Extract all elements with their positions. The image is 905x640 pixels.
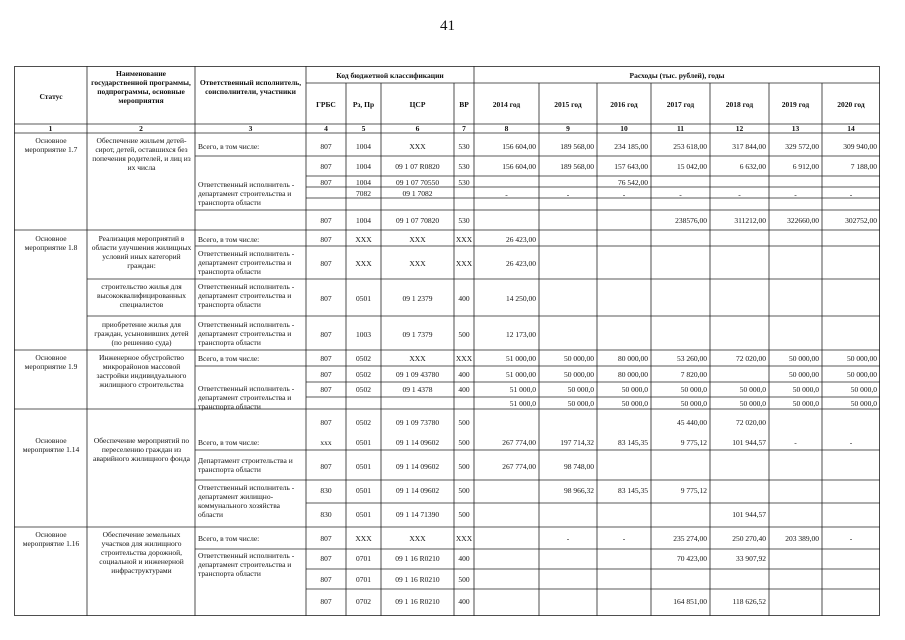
csr-cell: 09 1 14 09602	[395, 438, 440, 447]
grbs-cell: 807	[320, 162, 332, 171]
grbs-cell: 807	[320, 142, 332, 151]
rzpr-cell: 0501	[356, 438, 371, 447]
value-cell: 50 000,00	[847, 370, 877, 379]
value-cell: 33 907,92	[736, 554, 766, 563]
vr-cell: 530	[458, 178, 470, 187]
value-cell: 80 000,00	[618, 354, 648, 363]
value-cell: 189 568,00	[560, 162, 594, 171]
value-cell: 156 604,00	[502, 142, 536, 151]
value-cell: 118 626,52	[732, 597, 766, 606]
value-cell: 101 944,57	[732, 510, 766, 519]
grbs-cell: 807	[320, 385, 332, 394]
rzpr-cell: 0502	[356, 385, 371, 394]
col-number: 13	[791, 124, 800, 133]
rzpr-cell: 1004	[356, 142, 371, 151]
value-cell: 238576,00	[675, 216, 707, 225]
rzpr-cell: 0702	[356, 597, 371, 606]
value-cell: -	[849, 438, 853, 447]
vr-cell: 530	[458, 216, 470, 225]
col-number: 6	[415, 124, 420, 133]
rzpr-cell: 0501	[356, 462, 371, 471]
value-cell: 7 188,00	[850, 162, 877, 171]
value-cell: 50 000,0	[680, 399, 707, 408]
grbs-cell: 830	[320, 510, 332, 519]
value-cell: -	[622, 190, 626, 199]
value-cell: 12 173,00	[506, 330, 536, 339]
value-cell: 157 643,00	[614, 162, 648, 171]
header-year: 2015 год	[554, 100, 582, 109]
csr-cell: 09 1 16 R0210	[395, 575, 440, 584]
header-year: 2019 год	[781, 100, 810, 109]
value-cell: 267 774,00	[502, 438, 536, 447]
csr-cell: 09 1 07 70820	[395, 216, 440, 225]
value-cell: -	[679, 190, 682, 199]
csr-cell: 09 1 07 R0820	[395, 162, 440, 171]
grbs-cell: 807	[320, 330, 332, 339]
value-cell: -	[849, 534, 853, 543]
csr-cell: 09 1 2379	[402, 294, 433, 303]
value-cell: 76 542,00	[618, 178, 648, 187]
value-cell: 50 000,0	[621, 385, 648, 394]
vr-cell: 500	[458, 330, 470, 339]
vr-cell: 500	[458, 486, 470, 495]
rzpr-cell: 0502	[356, 370, 371, 379]
block-status: Основное мероприятие 1.9	[24, 353, 78, 371]
value-cell: 50 000,0	[739, 399, 766, 408]
value-cell: 189 568,00	[560, 142, 594, 151]
value-cell: -	[566, 190, 570, 199]
col-number: 14	[847, 124, 855, 133]
block-name: Обеспечение мероприятий по переселению граждан из аварийного жилищного фонда	[93, 436, 190, 463]
value-cell: 9 775,12	[680, 438, 707, 447]
value-cell: 234 185,00	[614, 142, 648, 151]
csr-cell: 09 1 14 71390	[395, 510, 440, 519]
col-number: 4	[324, 124, 328, 133]
col-number: 1	[48, 124, 53, 133]
rzpr-cell: XXX	[355, 235, 372, 244]
col-number: 10	[620, 124, 628, 133]
value-cell: 80 000,00	[618, 370, 648, 379]
csr-cell: 09 1 7379	[402, 330, 433, 339]
value-cell: -	[566, 534, 570, 543]
vr-cell: 400	[458, 385, 470, 394]
executor-cell: Всего, в том числе:	[198, 354, 260, 363]
vr-cell: XXX	[455, 354, 473, 363]
value-cell: 51 000,00	[506, 354, 536, 363]
value-cell: 26 423,00	[506, 259, 536, 268]
executor-cell: Всего, в том числе:	[198, 438, 260, 447]
page-number: 41	[440, 18, 455, 34]
vr-cell: 500	[458, 462, 470, 471]
rzpr-cell: 1004	[356, 178, 371, 187]
rzpr-cell: 1004	[356, 162, 371, 171]
block-status: Основное мероприятие 1.16	[22, 530, 80, 548]
csr-cell: XXX	[409, 142, 426, 151]
executor-cell: Ответственный исполнитель - департамент строительства и транспорта области	[198, 551, 295, 578]
csr-cell: 09 1 16 R0210	[395, 554, 440, 563]
vr-cell: XXX	[455, 534, 473, 543]
value-cell: 6 632,00	[739, 162, 766, 171]
header-year: 2016 год	[610, 100, 638, 109]
block-status: Основное мероприятие 1.8	[24, 234, 78, 252]
csr-cell: 09 1 09 73780	[395, 418, 440, 427]
grbs-cell: 807	[320, 418, 332, 427]
executor-cell: Ответственный исполнитель - департамент жилищно-коммунального хозяйства области	[198, 483, 295, 519]
grbs-cell: 807	[320, 354, 332, 363]
rzpr-cell: 0701	[356, 554, 371, 563]
value-cell: 83 145,35	[618, 438, 648, 447]
rzpr-cell: 0502	[356, 354, 371, 363]
value-cell: 50 000,00	[564, 354, 594, 363]
vr-cell: 530	[458, 142, 470, 151]
value-cell: 235 274,00	[673, 534, 707, 543]
header-status: Статус	[39, 92, 63, 101]
rzpr-cell: 0502	[356, 418, 371, 427]
value-cell: 250 270,40	[732, 534, 766, 543]
header-vr: ВР	[459, 100, 469, 109]
col-number: 11	[676, 124, 685, 133]
value-cell: 309 940,00	[843, 142, 877, 151]
value-cell: 26 423,00	[506, 235, 536, 244]
value-cell: 50 000,00	[789, 370, 819, 379]
value-cell: 53 260,00	[677, 354, 707, 363]
value-cell: 72 020,00	[736, 354, 766, 363]
value-cell: 322660,00	[787, 216, 819, 225]
value-cell: 50 000,0	[621, 399, 648, 408]
csr-cell: 09 1 7082	[402, 189, 433, 198]
value-cell: 267 774,00	[502, 462, 536, 471]
grbs-cell: 807	[320, 554, 332, 563]
value-cell: 302752,00	[845, 216, 877, 225]
value-cell: -	[505, 190, 508, 199]
header-executor: Ответственный исполнитель, соисполнители, участники	[199, 78, 302, 96]
value-cell: 329 572,00	[785, 142, 819, 151]
csr-cell: 09 1 16 R0210	[395, 597, 440, 606]
grbs-cell: 807	[320, 462, 332, 471]
grbs-cell: 807	[320, 294, 332, 303]
value-cell: 98 748,00	[564, 462, 594, 471]
grbs-cell: 807	[320, 370, 332, 379]
header-expenses: Расходы (тыс. рублей), годы	[629, 71, 725, 80]
header-year: 2020 год	[837, 100, 865, 109]
vr-cell: 500	[458, 575, 470, 584]
value-cell: 203 389,00	[785, 534, 819, 543]
executor-cell: Департамент строительства и транспорта области	[198, 456, 293, 474]
vr-cell: 400	[458, 554, 470, 563]
grbs-cell: 807	[320, 178, 332, 187]
value-cell: 50 000,0	[567, 385, 594, 394]
value-cell: 98 966,32	[564, 486, 594, 495]
csr-cell: 09 1 4378	[402, 385, 433, 394]
vr-cell: XXX	[455, 235, 473, 244]
vr-cell: 400	[458, 597, 470, 606]
grbs-cell: 807	[320, 216, 332, 225]
col-number: 8	[504, 124, 509, 133]
grbs-cell: 807	[320, 597, 332, 606]
csr-cell: XXX	[409, 235, 426, 244]
header-year: 2014 год	[492, 100, 521, 109]
value-cell: 164 851,00	[673, 597, 707, 606]
value-cell: 83 145,35	[618, 486, 648, 495]
vr-cell: 500	[458, 418, 470, 427]
value-cell: -	[794, 190, 797, 199]
header-year: 2018 год	[725, 100, 754, 109]
value-cell: -	[849, 190, 853, 199]
value-cell: 45 440,00	[677, 418, 707, 427]
csr-cell: XXX	[409, 354, 426, 363]
grbs-cell: 807	[320, 534, 332, 543]
value-cell: 317 844,00	[732, 142, 766, 151]
rzpr-cell: 1003	[356, 330, 371, 339]
value-cell: 50 000,0	[850, 399, 877, 408]
header-year: 2017 год	[666, 100, 695, 109]
header-rzpr: Рз, Пр	[352, 100, 375, 109]
value-cell: 50 000,00	[564, 370, 594, 379]
value-cell: 70 423,00	[677, 554, 707, 563]
sub-item-name: приобретение жилья для граждан, усыновивших детей (по решению суда)	[94, 320, 189, 347]
executor-cell: Ответственный исполнитель - департамент строительства и транспорта области	[198, 249, 295, 276]
executor-cell: Ответственный исполнитель - департамент строительства и транспорта области	[198, 180, 295, 207]
value-cell: 101 944,57	[732, 438, 766, 447]
value-cell: 6 912,00	[792, 162, 819, 171]
value-cell: 50 000,0	[792, 385, 819, 394]
value-cell: 50 000,0	[850, 385, 877, 394]
value-cell: 50 000,0	[739, 385, 766, 394]
executor-cell: Ответственный исполнитель - департамент строительства и транспорта области	[198, 282, 295, 309]
value-cell: 50 000,00	[789, 354, 819, 363]
rzpr-cell: 7082	[356, 189, 371, 198]
csr-cell: 09 1 09 43780	[395, 370, 440, 379]
col-number: 5	[361, 124, 366, 133]
value-cell: 14 250,00	[506, 294, 536, 303]
sub-item-name: строительство жилья для высококвалифицированных специалистов	[97, 282, 186, 309]
executor-cell: Всего, в том числе:	[198, 142, 260, 151]
value-cell: 311212,00	[734, 216, 766, 225]
block-status: Основное мероприятие 1.14	[22, 436, 80, 454]
csr-cell: XXX	[409, 534, 426, 543]
rzpr-cell: XXX	[355, 534, 372, 543]
header-csr: ЦСР	[409, 100, 426, 109]
value-cell: -	[738, 190, 741, 199]
vr-cell: 500	[458, 438, 470, 447]
block-name: Обеспечение жильем детей-сирот, детей, оставшихся без попечения родителей, и лиц из их числа	[92, 136, 191, 172]
value-cell: -	[794, 438, 797, 447]
value-cell: 51 000,0	[509, 399, 536, 408]
vr-cell: 530	[458, 162, 470, 171]
vr-cell: 400	[458, 294, 470, 303]
vr-cell: 500	[458, 510, 470, 519]
header-grbs: ГРБС	[316, 100, 336, 109]
rzpr-cell: 0501	[356, 510, 371, 519]
col-number: 2	[139, 124, 143, 133]
col-number: 3	[248, 124, 253, 133]
csr-cell: 09 1 07 70550	[395, 178, 440, 187]
block-name: Реализация мероприятий в области улучшения жилищных условий иных категорий граждан:	[91, 234, 192, 270]
rzpr-cell: 0501	[356, 294, 371, 303]
grbs-cell: 807	[320, 235, 332, 244]
grbs-cell: 807	[320, 259, 332, 268]
block-status: Основное мероприятие 1.7	[24, 136, 78, 154]
executor-cell: Ответственный исполнитель - департамент строительства и транспорта области	[198, 320, 295, 347]
grbs-cell: 807	[320, 575, 332, 584]
grbs-cell: 830	[320, 486, 332, 495]
col-number: 7	[462, 124, 466, 133]
value-cell: 51 000,00	[506, 370, 536, 379]
vr-cell: XXX	[455, 259, 473, 268]
executor-cell: Всего, в том числе:	[198, 534, 260, 543]
csr-cell: 09 1 14 09602	[395, 486, 440, 495]
block-name: Инженерное обустройство микрорайонов массовой застройки индивидуального жилищного строительства	[96, 353, 187, 389]
value-cell: 50 000,00	[847, 354, 877, 363]
rzpr-cell: 0701	[356, 575, 371, 584]
block-name: Обеспечение земельных участков для жилищного строительства дорожной, социальной и инженерной инфраструктурами	[99, 530, 184, 575]
value-cell: 50 000,0	[567, 399, 594, 408]
col-number: 9	[566, 124, 570, 133]
value-cell: 15 042,00	[677, 162, 707, 171]
vr-cell: 400	[458, 370, 470, 379]
csr-cell: 09 1 14 09602	[395, 462, 440, 471]
executor-cell: Всего, в том числе:	[198, 235, 260, 244]
rzpr-cell: 0501	[356, 486, 371, 495]
value-cell: 50 000,0	[792, 399, 819, 408]
header-budget-code: Код бюджетной классификации	[336, 71, 444, 80]
value-cell: 9 775,12	[680, 486, 707, 495]
executor-cell: Ответственный исполнитель - департамент строительства и транспорта области	[198, 384, 295, 411]
budget-table	[14, 66, 880, 616]
value-cell: 72 020,00	[736, 418, 766, 427]
grbs-cell: xxx	[320, 438, 332, 447]
col-number: 12	[735, 124, 744, 133]
rzpr-cell: 1004	[356, 216, 371, 225]
csr-cell: XXX	[409, 259, 426, 268]
value-cell: 156 604,00	[502, 162, 536, 171]
value-cell: 50 000,0	[680, 385, 707, 394]
rzpr-cell: XXX	[355, 259, 372, 268]
value-cell: 197 714,32	[560, 438, 594, 447]
value-cell: 7 820,00	[680, 370, 707, 379]
value-cell: 253 618,00	[673, 142, 707, 151]
value-cell: 51 000,0	[509, 385, 536, 394]
header-program-name: Наименование государственной программы, подпрограммы, основные мероприятия	[91, 69, 191, 105]
value-cell: -	[622, 534, 626, 543]
